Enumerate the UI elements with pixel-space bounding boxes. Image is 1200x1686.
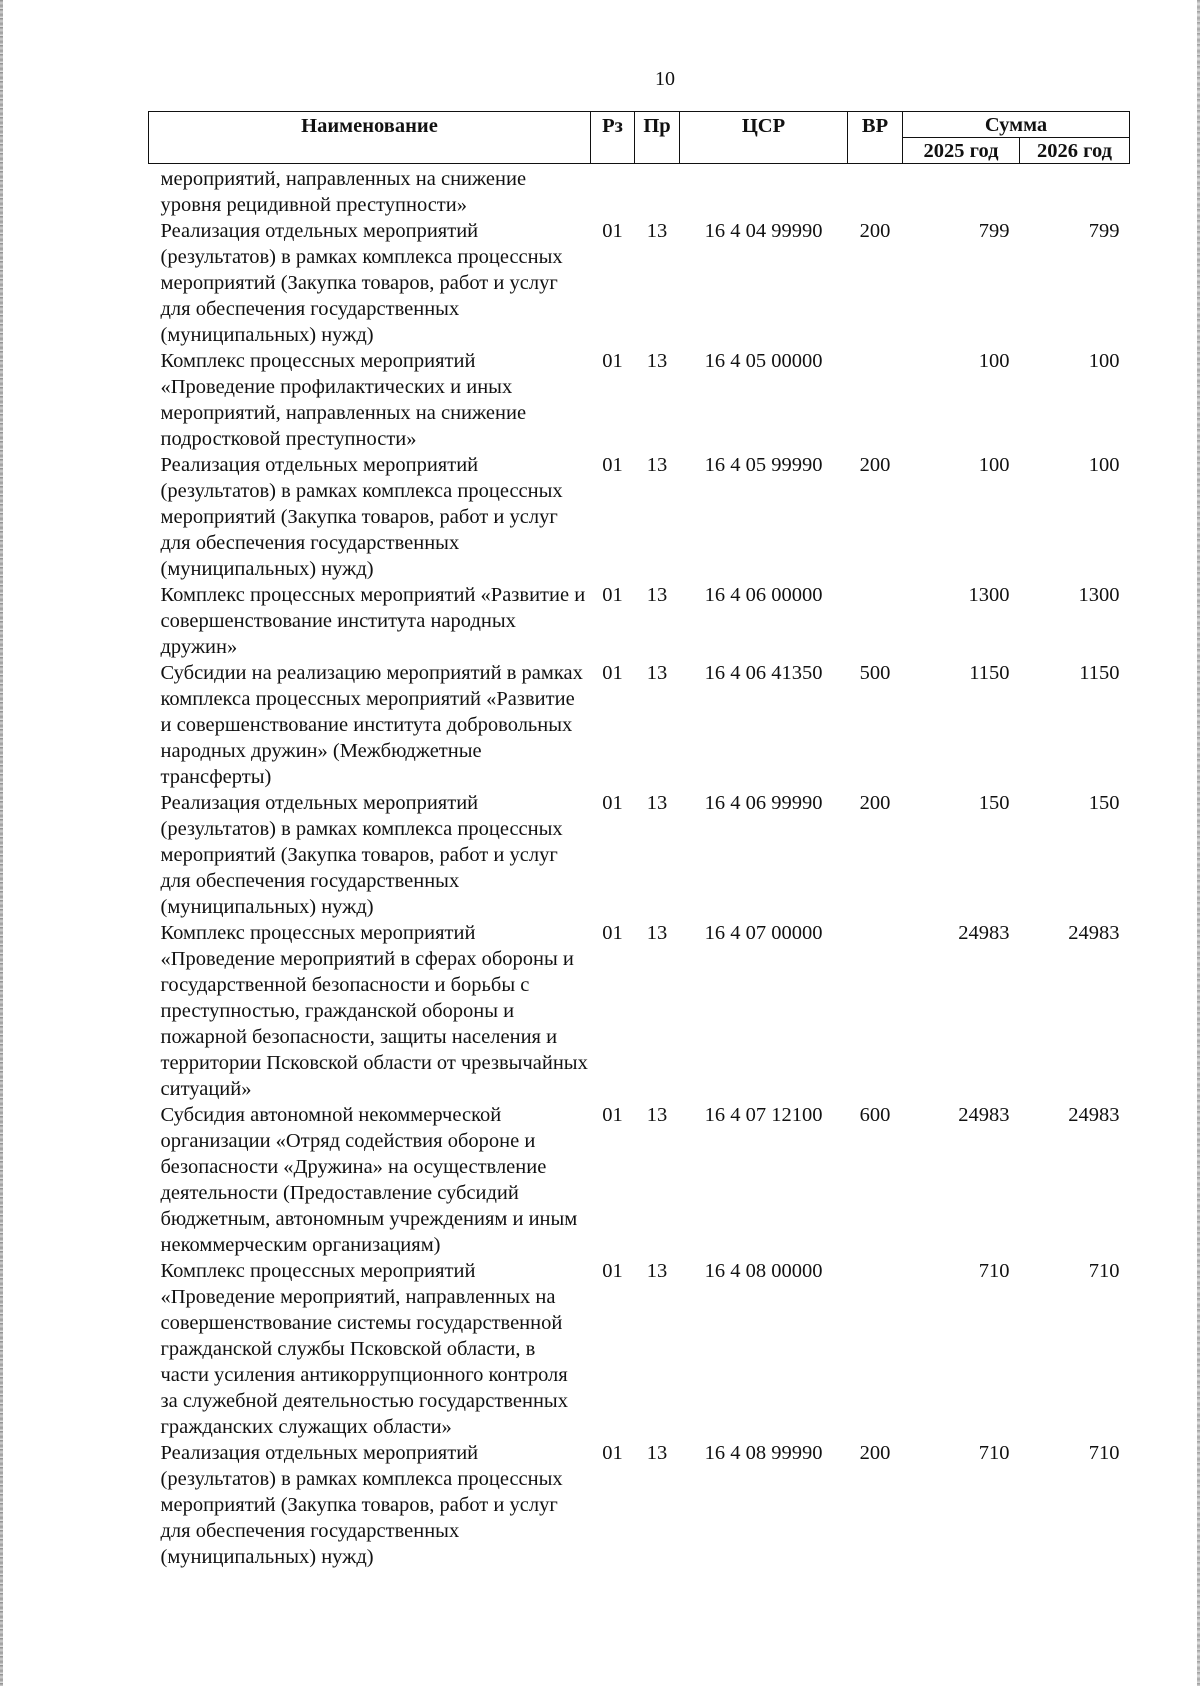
cell-name: Комплекс процессных мероприятий «Проведение мероприятий в сферах обороны и государственной безопасности и борьбы с преступностью, гражданской обороны и пожарной безопасности, защиты населения и территории Псковской области от чрезвычайных ситуаций»	[160, 922, 588, 1100]
cell-sum-2026: 710	[1088, 1442, 1120, 1464]
cell-rz: 01	[602, 1104, 623, 1126]
table-header	[149, 112, 1130, 164]
table-row	[149, 582, 1130, 660]
cell-vr	[848, 1258, 903, 1440]
cell-sum-2026: 24983	[1068, 922, 1120, 944]
cell-csr: 16 4 08 99990	[704, 1442, 823, 1464]
cell-vr: 600	[859, 1104, 891, 1126]
cell-vr: 200	[859, 1442, 891, 1464]
cell-sum-2026	[1020, 164, 1130, 219]
cell-rz: 01	[602, 1442, 623, 1464]
cell-sum-2026: 100	[1088, 454, 1120, 476]
cell-vr	[848, 920, 903, 1102]
table-row	[149, 1102, 1130, 1258]
cell-name: Субсидии на реализацию мероприятий в рамках комплекса процессных мероприятий «Развитие и совершенствование института добровольных народных дружин» (Межбюджетные трансферты)	[160, 662, 583, 788]
cell-rz: 01	[602, 220, 623, 242]
cell-sum-2025: 1150	[969, 662, 1010, 684]
cell-rz: 01	[602, 922, 623, 944]
cell-vr	[848, 348, 903, 452]
cell-csr: 16 4 06 41350	[704, 662, 823, 684]
cell-sum-2026: 24983	[1068, 1104, 1120, 1126]
cell-pr: 13	[646, 662, 668, 684]
cell-sum-2025: 710	[978, 1442, 1010, 1464]
cell-csr: 16 4 05 99990	[704, 454, 823, 476]
cell-csr: 16 4 07 00000	[704, 922, 823, 944]
cell-sum-2025	[903, 164, 1020, 219]
header-sum: Сумма	[903, 112, 1130, 138]
cell-rz: 01	[602, 792, 623, 814]
table-row	[149, 660, 1130, 790]
cell-vr	[848, 164, 903, 219]
budget-table	[148, 111, 1130, 1570]
cell-pr: 13	[646, 1260, 668, 1282]
table-row	[149, 164, 1130, 219]
header-year-2025: 2025 год	[903, 138, 1020, 164]
table-body	[149, 164, 1130, 1571]
cell-rz	[591, 164, 635, 219]
cell-name: Субсидия автономной некоммерческой организации «Отряд содействия обороне и безопасности «Дружина» на осуществление деятельности (Предоставление субсидий бюджетным, автономным учреждениям и иным некоммерческим организациям)	[160, 1104, 578, 1256]
cell-name: Реализация отдельных мероприятий (результатов) в рамках комплекса процессных мероприятий (Закупка товаров, работ и услуг для обеспечения государственных (муниципальных) нужд)	[160, 220, 563, 346]
cell-vr	[848, 582, 903, 660]
cell-pr: 13	[646, 922, 668, 944]
cell-sum-2026: 1150	[1079, 662, 1120, 684]
cell-csr: 16 4 06 00000	[704, 584, 823, 606]
table-row	[149, 920, 1130, 1102]
table-row	[149, 1440, 1130, 1570]
cell-pr	[635, 164, 680, 219]
cell-rz: 01	[602, 662, 623, 684]
cell-csr: 16 4 04 99990	[704, 220, 823, 242]
cell-vr: 200	[859, 792, 891, 814]
table-row	[149, 1258, 1130, 1440]
cell-vr: 200	[859, 220, 891, 242]
cell-rz: 01	[602, 350, 623, 372]
cell-sum-2026: 150	[1088, 792, 1120, 814]
cell-pr: 13	[646, 220, 668, 242]
cell-name: Реализация отдельных мероприятий (результатов) в рамках комплекса процессных мероприятий (Закупка товаров, работ и услуг для обеспечения государственных (муниципальных) нужд)	[160, 1442, 563, 1568]
cell-rz: 01	[602, 584, 623, 606]
cell-csr	[680, 164, 848, 219]
cell-pr: 13	[646, 454, 668, 476]
cell-sum-2025: 710	[978, 1260, 1010, 1282]
cell-pr: 13	[646, 350, 668, 372]
cell-csr: 16 4 06 99990	[704, 792, 823, 814]
cell-name: Комплекс процессных мероприятий «Проведение мероприятий, направленных на совершенствование системы государственной гражданской службы Псковской области, в части усиления антикоррупционного контроля за служебной деятельностью государственных гражданских служащих области»	[160, 1260, 568, 1438]
page-number: 10	[655, 68, 675, 90]
cell-vr: 500	[859, 662, 891, 684]
cell-pr: 13	[646, 1104, 668, 1126]
cell-name: Реализация отдельных мероприятий (результатов) в рамках комплекса процессных мероприятий (Закупка товаров, работ и услуг для обеспечения государственных (муниципальных) нужд)	[160, 792, 563, 918]
table-row	[149, 452, 1130, 582]
cell-name: мероприятий, направленных на снижение уровня рецидивной преступности»	[160, 168, 527, 216]
cell-vr: 200	[859, 454, 891, 476]
cell-pr: 13	[646, 1442, 668, 1464]
cell-csr: 16 4 07 12100	[704, 1104, 823, 1126]
cell-sum-2026: 799	[1088, 220, 1120, 242]
header-vr: ВР	[848, 112, 903, 164]
cell-sum-2025: 799	[978, 220, 1010, 242]
cell-csr: 16 4 08 00000	[704, 1260, 823, 1282]
header-pr: Пр	[635, 112, 680, 164]
cell-name: Комплекс процессных мероприятий «Проведение профилактических и иных мероприятий, направленных на снижение подростковой преступности»	[160, 350, 527, 450]
scan-edge-left	[0, 0, 3, 1686]
cell-sum-2025: 24983	[958, 1104, 1010, 1126]
cell-rz: 01	[602, 1260, 623, 1282]
table-row	[149, 790, 1130, 920]
header-year-2026: 2026 год	[1020, 138, 1130, 164]
cell-sum-2026: 710	[1088, 1260, 1120, 1282]
table-row	[149, 218, 1130, 348]
cell-sum-2025: 1300	[968, 584, 1010, 606]
cell-sum-2025: 100	[978, 454, 1010, 476]
cell-csr: 16 4 05 00000	[704, 350, 823, 372]
cell-pr: 13	[646, 584, 668, 606]
cell-name: Реализация отдельных мероприятий (результатов) в рамках комплекса процессных мероприятий (Закупка товаров, работ и услуг для обеспечения государственных (муниципальных) нужд)	[160, 454, 563, 580]
cell-pr: 13	[646, 792, 668, 814]
header-csr: ЦСР	[680, 112, 848, 164]
table-row	[149, 348, 1130, 452]
cell-sum-2025: 24983	[958, 922, 1010, 944]
cell-name: Комплекс процессных мероприятий «Развитие и совершенствование института народных дружин»	[160, 584, 586, 658]
cell-sum-2025: 100	[978, 350, 1010, 372]
cell-rz: 01	[602, 454, 623, 476]
header-name: Наименование	[149, 112, 591, 164]
header-rz: Рз	[591, 112, 635, 164]
cell-sum-2026: 1300	[1078, 584, 1120, 606]
cell-sum-2025: 150	[978, 792, 1010, 814]
cell-sum-2026: 100	[1088, 350, 1120, 372]
